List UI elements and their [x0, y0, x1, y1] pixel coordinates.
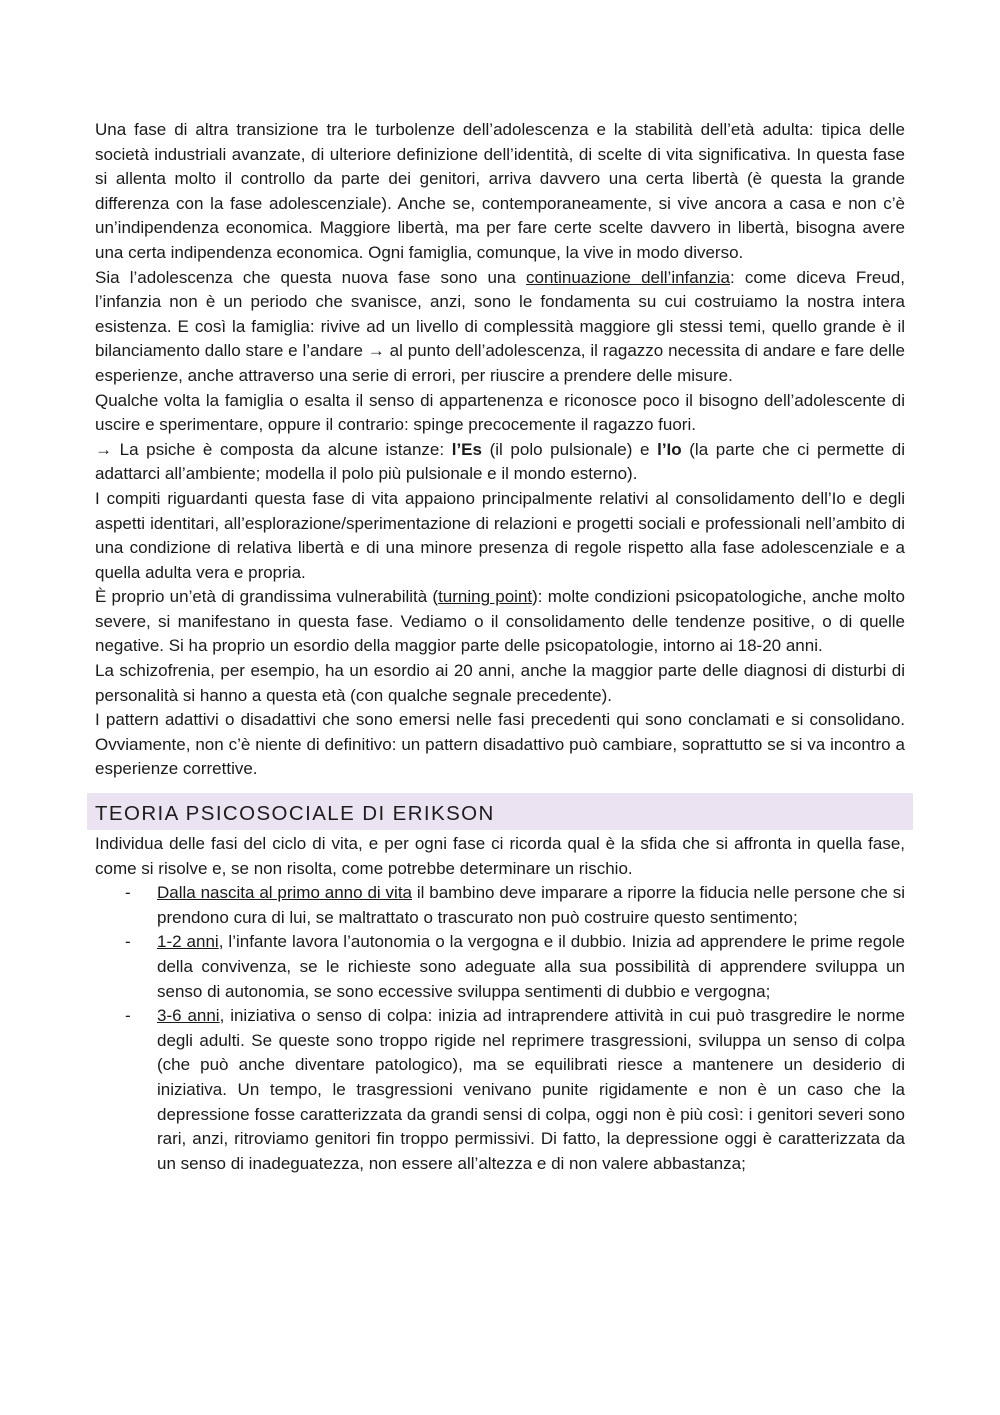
- section-heading: TEORIA PSICOSOCIALE DI ERIKSON: [87, 793, 913, 830]
- paragraph-text: Sia l’adolescenza che questa nuova fase sono una: [95, 267, 527, 287]
- paragraph-transition-phase: Una fase di altra transizione tra le turbolenze dell’adolescenza e la stabilità dell’età adulta: tipica delle società industriali avanzate, di ulteriore definizione dell’identità, di scelte di vita significativa. In questa fase si allenta molto il controllo da parte dei genitori, arriva davvero una certa libertà (è questa la grande differenza con la fase adolescenziale). Anche se, contemporaneamente, si vive ancora a casa e non c’è un’indipendenza economica. Maggiore libertà, ma per fare certe scelte davvero in libertà, bisogna avere una certa indipendenza economica. Ogni famiglia, comunque, la vive in modo diverso.: [95, 120, 905, 262]
- bold-term-io: l’Io: [657, 439, 682, 459]
- underlined-term: continuazione dell’infanzia: [526, 267, 730, 287]
- arrow-icon: →: [95, 439, 112, 459]
- stage-text: , l’infante lavora l’autonomia o la vergogna e il dubbio. Inizia ad apprendere le prime regole della convivenza, se le richieste sono adeguate alla sua possibilità di apprendere sviluppa un senso di autonomia, se sono eccessive sviluppa sentimenti di dubbio e vergogna;: [157, 932, 905, 1001]
- paragraph-psyche: [95, 438, 905, 487]
- list-dash: -: [125, 883, 131, 903]
- arrow-icon: →: [367, 341, 385, 361]
- paragraph-tasks: I compiti riguardanti questa fase di vita appaiono principalmente relativi al consolidamento dell’Io e degli aspetti identitari, all’esplorazione/sperimentazione di relazioni e progetti sociali e professionali nell’ambito di una condizione di relativa libertà e di una minore presenza di regole rispetto alla fase adolescenziale e a quella adulta vera e propria.: [95, 488, 905, 582]
- section-intro: Individua delle fasi del ciclo di vita, e per ogni fase ci ricorda qual è la sfida che si affronta in quella fase, come si risolve e, se non risolta, come potrebbe determinare un rischio.: [95, 834, 905, 878]
- list-item: [95, 930, 905, 1004]
- paragraph-text: al punto dell’adolescenza, il ragazzo necessita di andare e fare delle esperienze, anche attraverso una serie di errori, per riuscire a prendere delle misure.: [95, 341, 905, 385]
- list-dash: -: [125, 932, 131, 952]
- document-body: [95, 118, 905, 1176]
- paragraph-schizophrenia: La schizofrenia, per esempio, ha un esordio ai 20 anni, anche la maggior parte delle diagnosi di disturbi di personalità si hanno a questa età (con qualche segnale precedente).: [95, 661, 905, 705]
- stages-list: [95, 881, 905, 1176]
- underlined-term: turning point: [438, 587, 533, 607]
- stage-text: il bambino deve imparare a riporre la fiducia nelle persone che si prendono cura di lui, se maltrattato o trascurato non può costruire questo sentimento;: [157, 883, 905, 927]
- stage-label: Dalla nascita al primo anno di vita: [157, 883, 412, 903]
- paragraph-text: ): molte condizioni psicopatologiche, anche molto severe, si manifestano in questa fase. Vediamo o il consolidamento delle tendenze positive, o di quelle negative. Si ha proprio un esordio della maggior parte delle psicopatologie, intorno ai 18-20 anni.: [95, 587, 905, 656]
- paragraph-text: : come diceva Freud, l’infanzia non è un periodo che svanisce, anzi, sono le fondamenta su cui costruiamo la nostra intera esistenza. E così la famiglia: rivive ad un livello di complessità maggiore gli stessi temi, quello grande è il bilanciamento dallo stare e l’andare: [95, 267, 905, 361]
- paragraph-text: (la parte che ci permette di adattarci all’ambiente; modella il polo più pulsionale e il mondo esterno).: [95, 439, 905, 484]
- paragraph-childhood-continuation: [95, 266, 905, 389]
- paragraph-text: La psiche è composta da alcune istanze:: [112, 439, 452, 459]
- paragraph-patterns: I pattern adattivi o disadattivi che sono emersi nelle fasi precedenti qui sono conclamati e si consolidano. Ovviamente, non c’è niente di definitivo: un pattern disadattivo può cambiare, soprattutto se si va incontro a esperienze correttive.: [95, 710, 905, 779]
- list-item: [95, 1004, 905, 1176]
- list-dash: -: [125, 1006, 131, 1026]
- list-item: [95, 881, 905, 930]
- stage-text: , iniziativa o senso di colpa: inizia ad intraprendere attività in cui può trasgredire le norme degli adulti. Se queste sono troppo rigide nel reprimere trasgressioni, sviluppa un senso di colpa (che può anche diventare patologico), ma se equilibrati riesce a mantenere un desiderio di iniziativa. Un tempo, le trasgressioni venivano punite rigidamente e non è un caso che la depressione fosse caratterizzata da grandi sensi di colpa, oggi non è più così: i genitori severi sono rari, anzi, ritroviamo genitori fin troppo permissivi. Di fatto, la depressione oggi è caratterizzata da un senso di inadeguatezza, non essere all’altezza e di non valere abbastanza;: [157, 1006, 905, 1173]
- stage-label: 1-2 anni: [157, 932, 219, 952]
- paragraph-text: (il polo pulsionale) e: [481, 439, 658, 459]
- paragraph-vulnerability: [95, 585, 905, 659]
- bold-term-es: l’Es: [451, 439, 482, 459]
- paragraph-family: Qualche volta la famiglia o esalta il senso di appartenenza e riconosce poco il bisogno dell’adolescente di uscire e sperimentare, oppure il contrario: spinge precocemente il ragazzo fuori.: [95, 390, 905, 435]
- paragraph-text: È proprio un’età di grandissima vulnerabilità (: [95, 587, 439, 607]
- stage-label: 3-6 anni: [157, 1006, 220, 1026]
